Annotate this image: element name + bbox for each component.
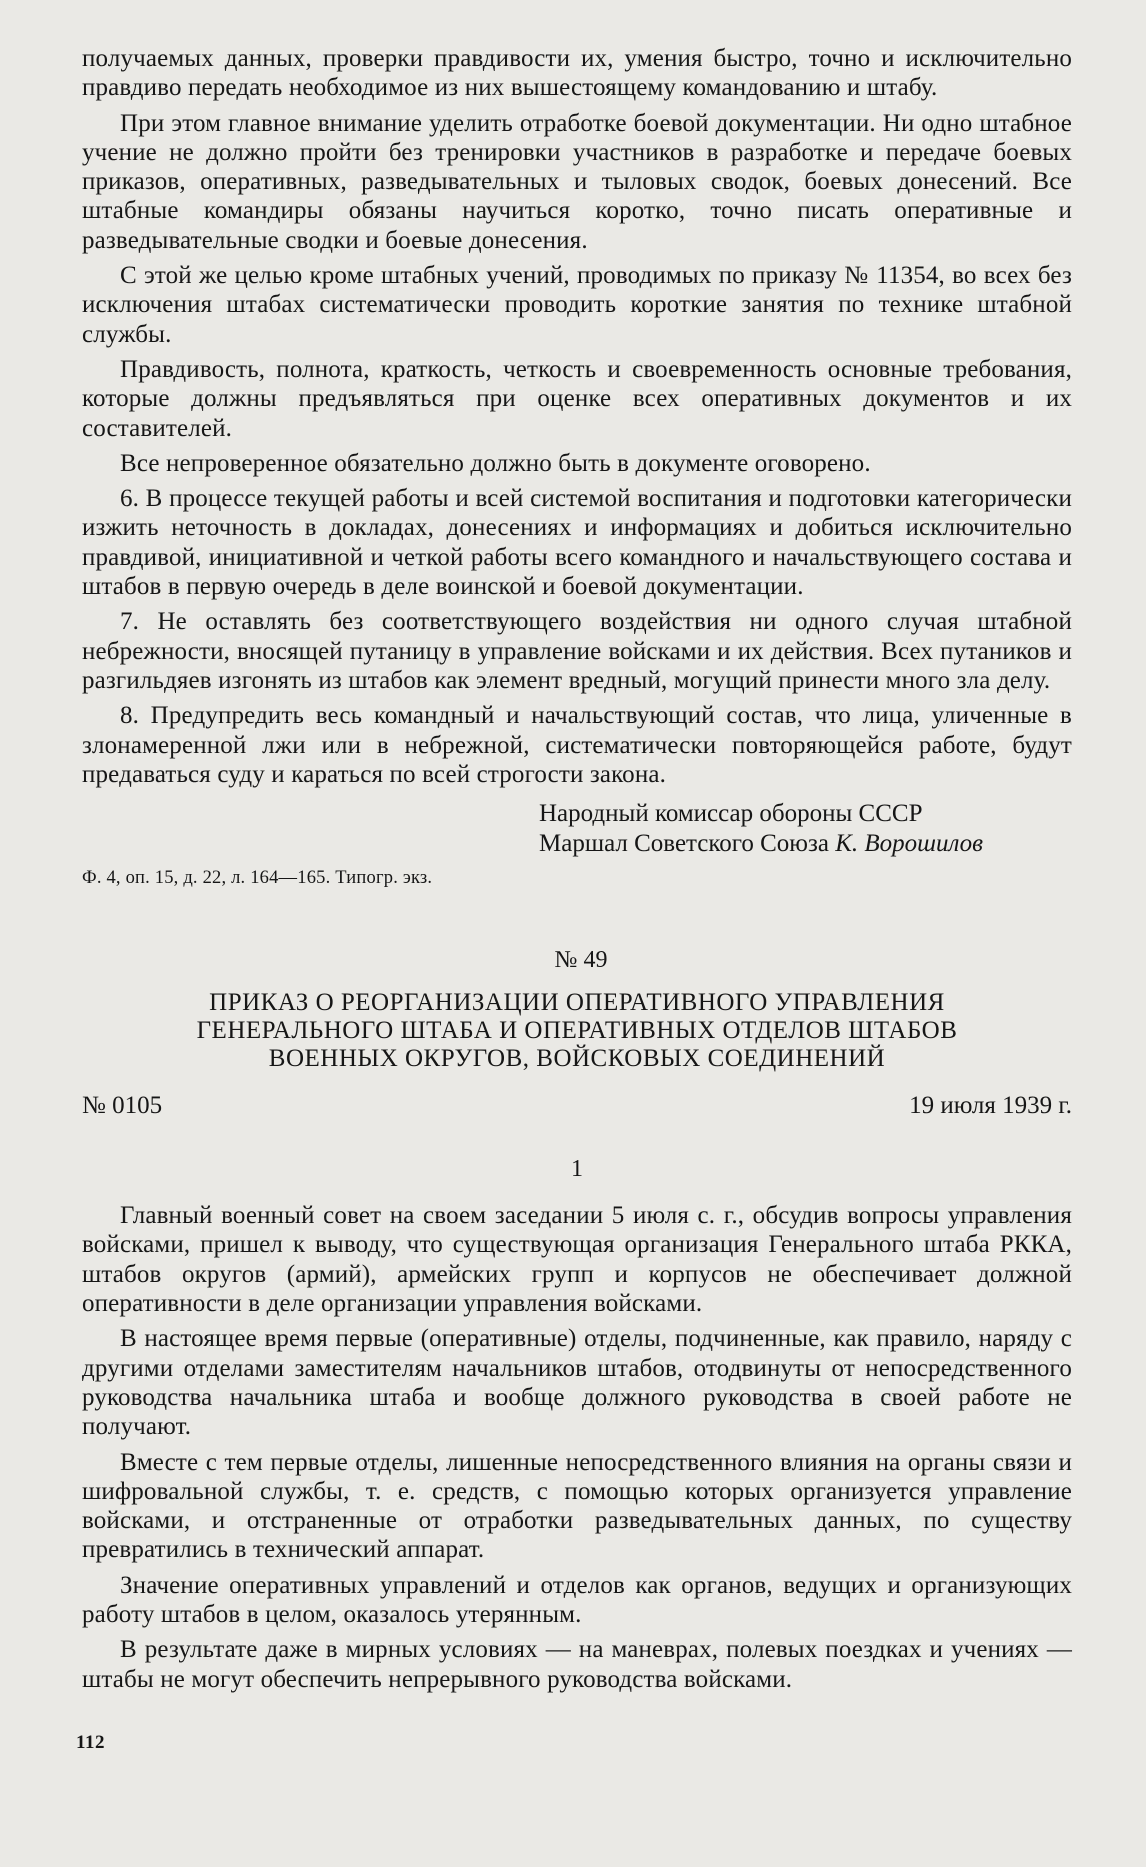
page-content (82, 44, 1072, 1700)
page-number: 112 (76, 1732, 105, 1753)
paragraph-requirements: Правдивость, полнота, краткость, четкость и своевременность основные требования, которые должны предъявляться при оценке всех оперативных документов и их составителей. (82, 355, 1072, 442)
paragraph-order-11354: С этой же целью кроме штабных учений, проводимых по приказу № 11354, во всех без исключения штабах систематически проводить короткие занятия по технике штабной службы. (82, 262, 1072, 348)
signature-block (82, 799, 1072, 859)
document-title (82, 989, 1072, 1073)
signature-title: Народный комиссар обороны СССР (539, 800, 923, 828)
document-title-line: ВОЕННЫХ ОКРУГОВ, ВОЙСКОВЫХ СОЕДИНЕНИЙ (268, 1045, 886, 1073)
paragraph-importance-lost: Значение оперативных управлений и отделов как органов, ведущих и организующих работу штабов в целом, оказалось утерянным. (82, 1571, 1072, 1628)
signature-rank-line (539, 829, 1072, 859)
document-title-line: ПРИКАЗ О РЕОРГАНИЗАЦИИ ОПЕРАТИВНОГО УПРАВЛЕНИЯ (209, 989, 945, 1017)
paragraph-technical-apparatus: Вместе с тем первые отделы, лишенные непосредственного влияния на органы связи и шифровальной службы, т. е. средств, с помощью которых организуется управление войсками, и отстраненные от отработки разведывательных данных, по существу превратились в технический аппарат. (82, 1448, 1072, 1564)
paragraph-staff-documentation: При этом главное внимание уделить отработке боевой документации. Ни одно штабное учение не должно пройти без тренировки участников в разработке и передаче боевых приказов, оперативных, разведывательных и тыловых сводок, боевых донесений. Все штабные командиры обязаны научиться коротко, точно писать оперативные и разведывательные сводки и боевые донесения. (82, 109, 1072, 254)
paragraph-item-7: 7. Не оставлять без соответствующего воздействия ни одного случая штабной небрежности, вносящей путаницу в управление войсками и их действия. Всех путаников и разгильдяев изгонять из штабов как элемент вредный, могущий принести много зла делу. (82, 608, 1072, 694)
archive-source-note: Ф. 4, оп. 15, д. 22, л. 164—165. Типогр. экз. (82, 868, 433, 889)
document-number: № 49 (554, 947, 608, 974)
paragraph-first-departments: В настоящее время первые (оперативные) отделы, подчиненные, как правило, наряду с другими отделами заместителям начальников штабов, отодвинуты от непосредственного руководства начальника штаба и вообще должного руководства в своей работе не получают. (82, 1325, 1072, 1441)
paragraph-item-6: 6. В процессе текущей работы и всей системой воспитания и подготовки категорически изжить неточность в докладах, донесениях и информациях и добиться исключительно правдивой, инициативной и четкой работы всего командного и начальствующего состава и штабов в первую очередь в деле воинской и боевой документации. (82, 485, 1072, 601)
signature-name: К. Ворошилов (835, 830, 984, 858)
order-date: 19 июля 1939 г. (909, 1092, 1072, 1120)
signature-rank: Маршал Советского Союза (539, 830, 836, 858)
document-title-line: ГЕНЕРАЛЬНОГО ШТАБА И ОПЕРАТИВНЫХ ОТДЕЛОВ ШТАБОВ (196, 1017, 958, 1045)
order-header (82, 1091, 1072, 1121)
paragraph-result: В результате даже в мирных условиях — на маневрах, полевых поездках и учениях — штабы не могут обеспечить непрерывного руководства войсками. (82, 1636, 1072, 1693)
section-number: 1 (571, 1156, 583, 1183)
continuation-paragraph: получаемых данных, проверки правдивости их, умения быстро, точно и исключительно правдиво передать необходимое из них вышестоящему командованию и штабу. (82, 45, 1072, 102)
paragraph-main-council: Главный военный совет на своем заседании 5 июля с. г., обсудив вопросы управления войсками, пришел к выводу, что существующая организация Генерального штаба РККА, штабов округов (армий), армейских групп и корпусов не обеспечивает должной оперативности в деле организации управления войсками. (82, 1202, 1072, 1318)
order-number: № 0105 (82, 1092, 163, 1120)
paragraph-unverified: Все непроверенное обязательно должно быть в документе оговорено. (120, 449, 871, 477)
paragraph-item-8: 8. Предупредить весь командный и начальствующий состав, что лица, уличенные в злонамеренной лжи или в небрежной, систематически повторяющейся работе, будут предаваться суду и караться по всей строгости закона. (82, 702, 1072, 788)
